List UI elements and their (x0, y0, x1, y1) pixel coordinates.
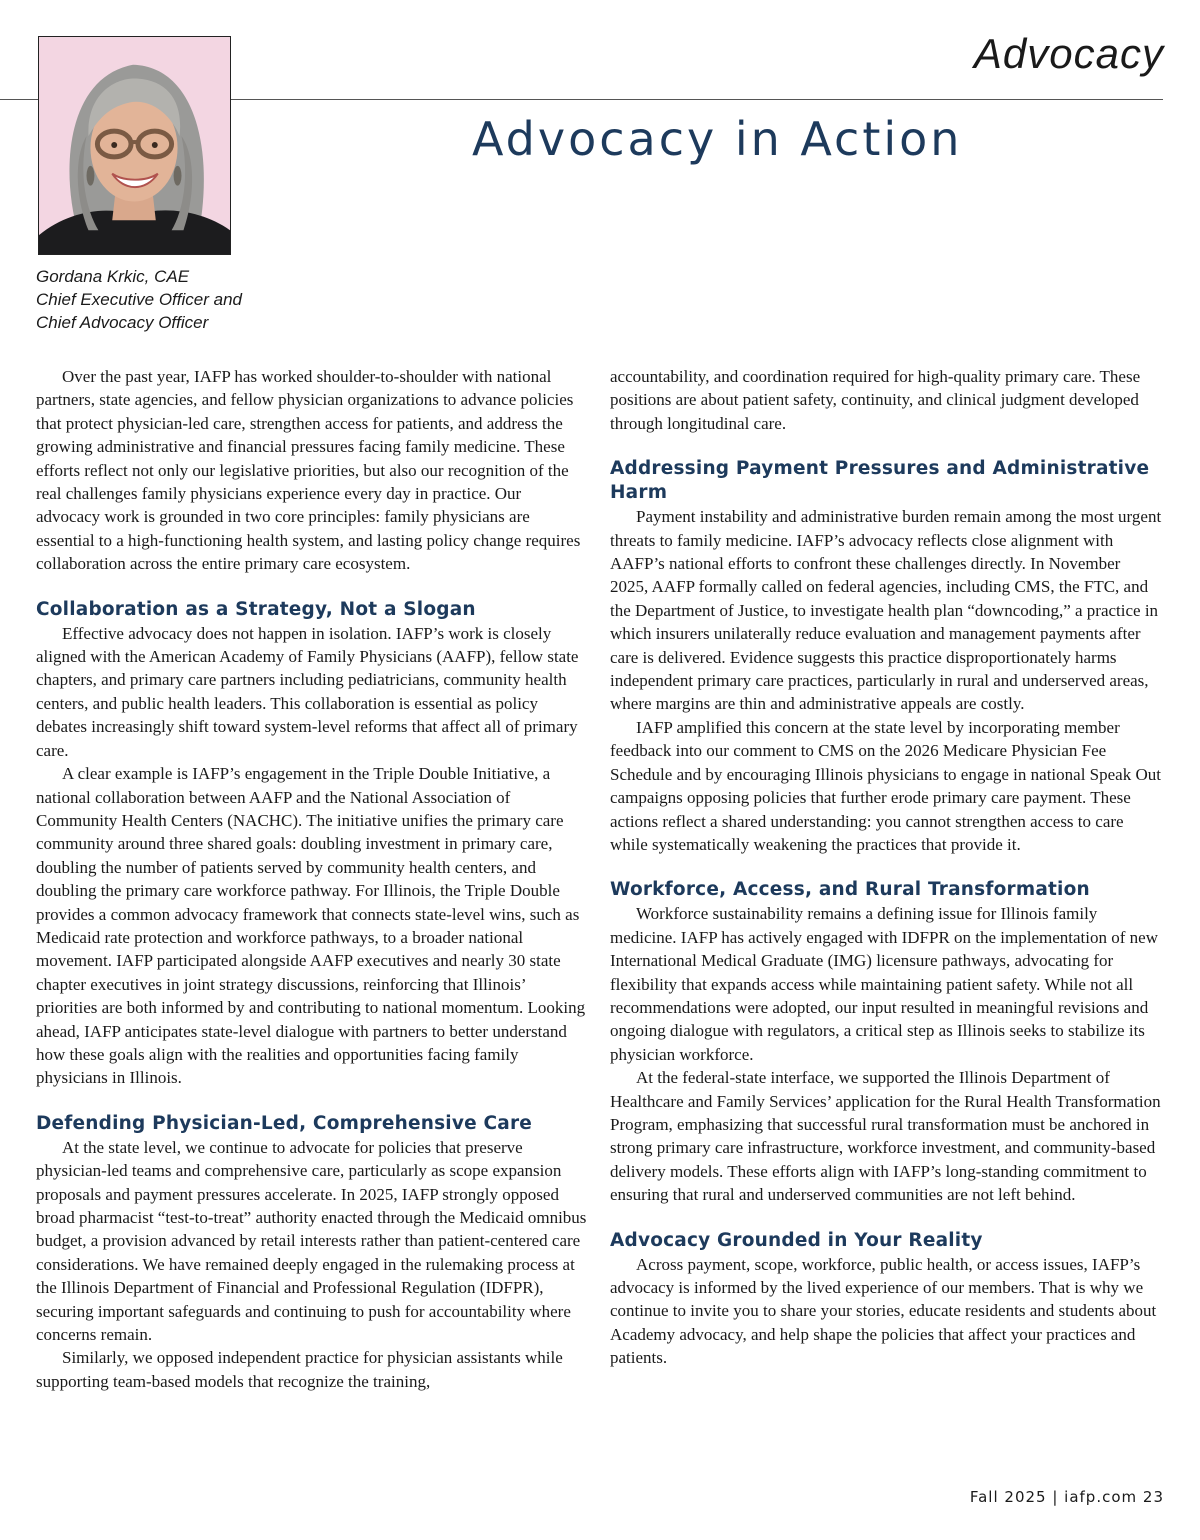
section-label: Advocacy (973, 30, 1164, 77)
page-footer: Fall 2025 | iafp.com 23 (969, 1488, 1164, 1506)
collaboration-paragraph-2: A clear example is IAFP’s engagement in the Triple Double Initiative, a national collaboration between AAFP and the National Association of Community Health Centers (NACHC). The initiative unifies the primary care community around three shared goals: doubling investment in primary care, doubling the number of patients served by community health centers, and doubling the primary care workforce pathway. For Illinois, the Triple Double provides a common advocacy framework that connects state-level wins, such as Medicaid rate protection and workforce pathways, to a broader national movement. IAFP participated alongside AAFP executives and nearly 30 state chapter executives in joint strategy discussions, reinforcing that Illinois’ priorities are both informed by and contributing to national momentum. Looking ahead, IAFP anticipates state-level dialogue with partners to better understand how these goals align with the realities and opportunities facing family physicians in Illinois. (36, 764, 586, 1088)
payment-paragraph-2: IAFP amplified this concern at the state level by incorporating member feedback into our comment to CMS on the 2026 Medicare Physician Fee Schedule and by encouraging Illinois physicians to engage in national Speak Out campaigns opposing policies that further erode primary care payment. These actions reflect a shared understanding: you cannot strengthen access to care while systematically weakening the practices that provide it. (610, 717, 1161, 854)
author-portrait-image (39, 37, 230, 254)
author-role-line2: Chief Advocacy Officer (36, 313, 209, 332)
left-column (36, 365, 588, 1393)
right-column (610, 365, 1162, 1370)
author-byline (36, 265, 242, 334)
heading-collaboration: Collaboration as a Strategy, Not a Slogan (36, 598, 476, 620)
author-role-line1: Chief Executive Officer and (36, 290, 242, 309)
heading-workforce: Workforce, Access, and Rural Transformation (610, 879, 1090, 901)
collaboration-paragraph-1: Effective advocacy does not happen in isolation. IAFP’s work is closely aligned with the American Academy of Family Physicians (AAFP), fellow state chapters, and primary care partners including pediatricians, community health centers, and public health leaders. This collaboration is essential as policy debates increasingly shift toward system-level reforms that affect all of primary care. (36, 623, 579, 760)
defending-paragraph-2: Similarly, we opposed independent practice for physician assistants while supporting team-based models that recognize the training, (36, 1348, 563, 1391)
continued-paragraph: accountability, and coordination required for high-quality primary care. These positions are about patient safety, continuity, and clinical judgment developed through longitudinal care. (610, 367, 1141, 433)
workforce-paragraph-1: Workforce sustainability remains a defining issue for Illinois family medicine. IAFP has actively engaged with IDFPR on the implementation of new International Medical Graduate (IMG) licensure pathways, advocating for flexibility that expands access while maintaining patient safety. While not all recommendations were adopted, our input resulted in meaningful revisions and ongoing dialogue with regulators, a critical step as Illinois seeks to stabilize its physician workforce. (610, 904, 1158, 1064)
author-name: Gordana Krkic, CAE (36, 267, 190, 286)
workforce-paragraph-2: At the federal-state interface, we supported the Illinois Department of Healthcare and Family Services’ application for the Rural Health Transformation Program, emphasizing that successful rural transformation must be anchored in strong primary care infrastructure, workforce investment, and community-based delivery models. These efforts align with IAFP’s long-standing commitment to ensuring that rural and underserved communities are not left behind. (610, 1068, 1161, 1205)
payment-paragraph-1: Payment instability and administrative burden remain among the most urgent threats to family medicine. IAFP’s advocacy reflects close alignment with AAFP’s national efforts to confront these challenges directly. In November 2025, AAFP formally called on federal agencies, including CMS, the FTC, and the Department of Justice, to investigate health plan “downcoding,” a practice in which insurers unilaterally reduce evaluation and management payments after care is delivered. Evidence suggests this practice disproportionately harms independent primary care practices, particularly in rural and underserved areas, where margins are thin and administrative appeals are costly. (610, 507, 1162, 714)
heading-grounded-reality: Advocacy Grounded in Your Reality (610, 1229, 983, 1251)
heading-payment-pressures: Addressing Payment Pressures and Administrative Harm (610, 458, 1150, 504)
reality-paragraph: Across payment, scope, workforce, public health, or access issues, IAFP’s advocacy is informed by the lived experience of our members. That is why we continue to invite you to share your stories, educate residents and students about Academy advocacy, and help shape the policies that affect your practices and patients. (610, 1254, 1157, 1368)
defending-paragraph-1: At the state level, we continue to advocate for policies that preserve physician-led teams and comprehensive care, particularly as scope expansion proposals and payment pressures accelerate. In 2025, IAFP strongly opposed broad pharmacist “test-to-treat” authority enacted through the Medicaid omnibus budget, a provision advanced by retail interests rather than patient-centered care considerations. We have remained deeply engaged in the rulemaking process at the Illinois Department of Financial and Professional Regulation (IDFPR), securing important safeguards and continuing to push for accountability where concerns remain. (36, 1137, 587, 1345)
page-title: Advocacy in Action (472, 112, 963, 166)
heading-defending-care: Defending Physician-Led, Comprehensive Care (36, 1112, 533, 1134)
intro-paragraph: Over the past year, IAFP has worked shoulder-to-shoulder with national partners, state agencies, and fellow physician organizations to advance policies that protect physician-led care, strengthen access for patients, and address the growing administrative and financial pressures facing family medicine. These efforts reflect not only our legislative priorities, but also our recognition of the real challenges family physicians experience every day in practice. Our advocacy work is grounded in two core principles: family physicians are essential to a high-functioning health system, and lasting policy change requires collaboration across the entire primary care ecosystem. (36, 367, 581, 574)
author-photo (38, 36, 231, 255)
